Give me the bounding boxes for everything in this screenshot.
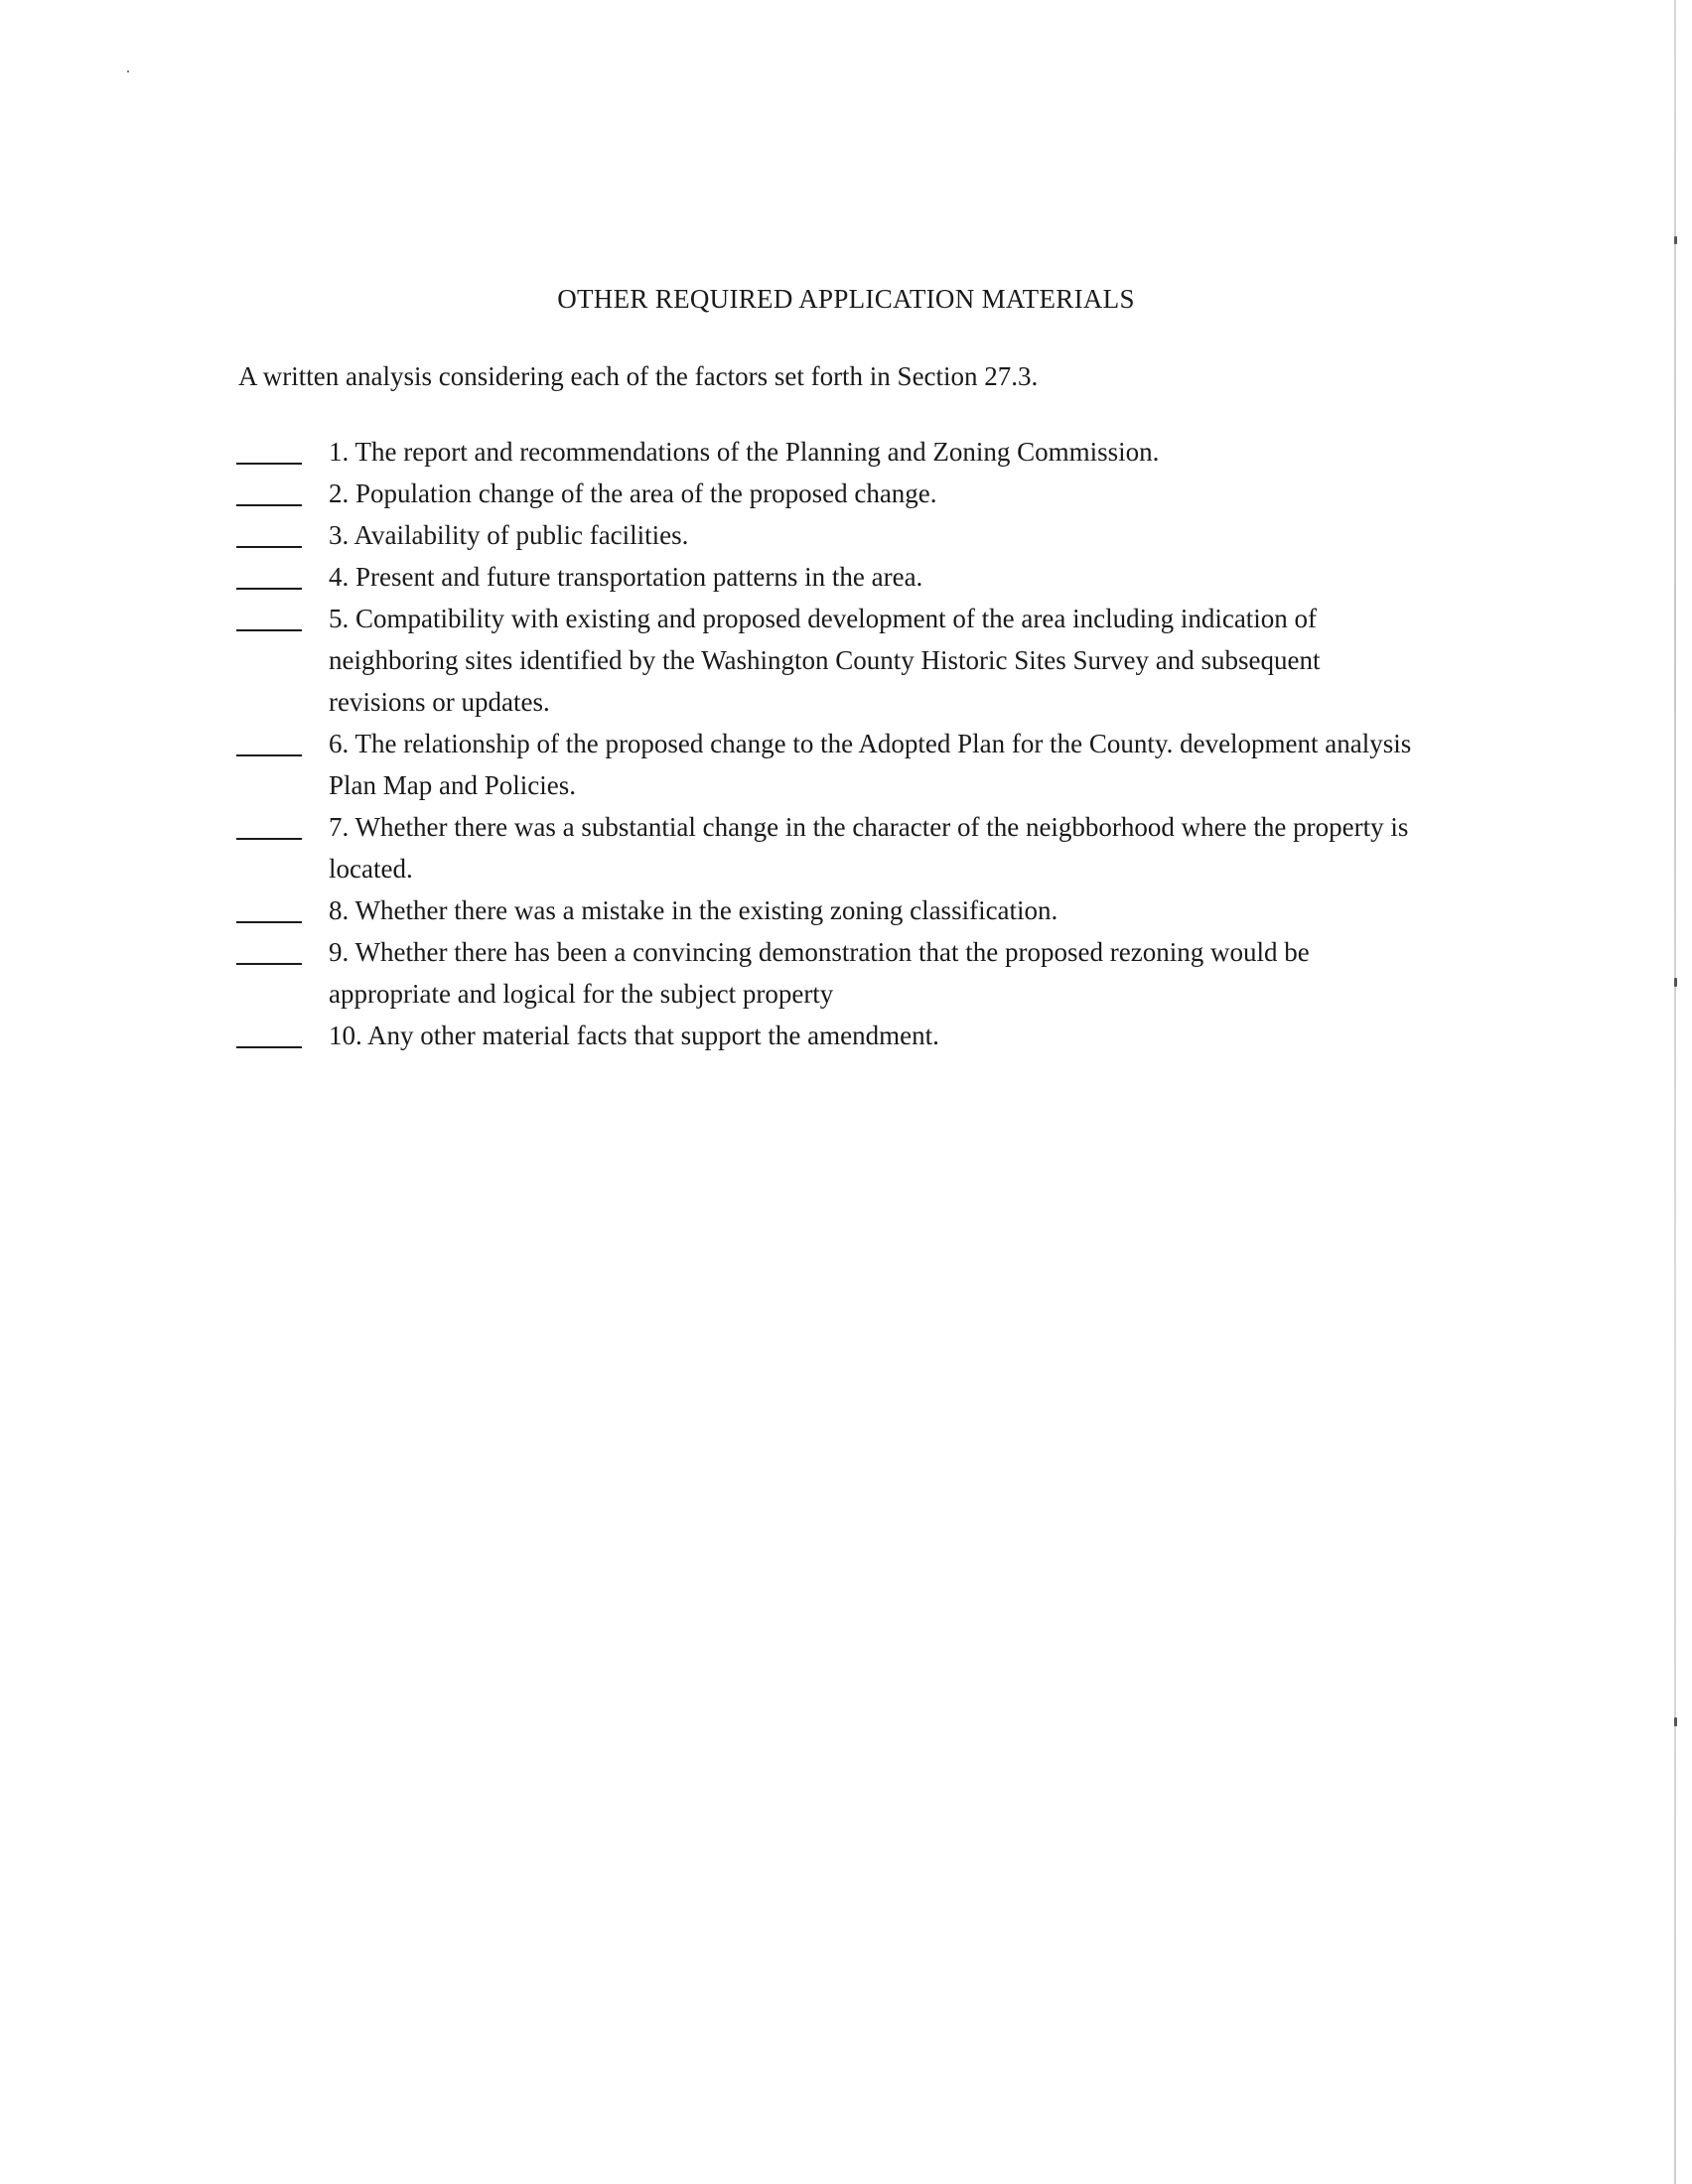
checklist-item-text: 8. Whether there was a mistake in the existing zoning classification.	[329, 895, 1058, 925]
checkbox-blank-line[interactable]	[236, 931, 304, 973]
checkbox-blank-line[interactable]	[236, 1015, 304, 1056]
checkbox-blank-line[interactable]	[236, 556, 304, 598]
checklist-item-text: 7. Whether there was a substantial change in the character of the neigbborhood where the property is located.	[329, 812, 1409, 884]
checklist-item	[236, 931, 1428, 1015]
page-title: OTHER REQUIRED APPLICATION MATERIALS	[557, 284, 1135, 314]
checklist-item	[236, 473, 1428, 514]
intro-text: A written analysis considering each of the factors set forth in Section 27.3.	[238, 361, 1039, 391]
checklist-item	[236, 431, 1428, 473]
checklist-item-text: 3. Availability of public facilities.	[329, 520, 689, 550]
checklist-item-text: 1. The report and recommendations of the Planning and Zoning Commission.	[329, 437, 1160, 467]
checklist-item-text: 5. Compatibility with existing and proposed development of the area including indication of neighboring sites identified by the Washington County Historic Sites Survey and subsequent revisions or updates.	[329, 604, 1321, 717]
checkbox-blank-line[interactable]	[236, 431, 304, 473]
checklist-item-text: 4. Present and future transportation patterns in the area.	[329, 562, 923, 592]
checkbox-blank-line[interactable]	[236, 723, 304, 764]
checkbox-blank-line[interactable]	[236, 806, 304, 848]
checklist-item	[236, 889, 1428, 931]
checkbox-blank-line[interactable]	[236, 473, 304, 514]
checklist-item	[236, 723, 1428, 806]
checklist-item	[236, 556, 1428, 598]
scan-speck	[1674, 1717, 1677, 1726]
checklist-item	[236, 598, 1428, 723]
checklist-item-text: 10. Any other material facts that support the amendment.	[329, 1021, 939, 1050]
scan-edge-line	[1674, 0, 1676, 2184]
checklist-item-text: 6. The relationship of the proposed change to the Adopted Plan for the County. development analysis Plan Map and Policies.	[329, 729, 1412, 800]
checklist-item-text: 2. Population change of the area of the proposed change.	[329, 478, 937, 508]
checklist-item	[236, 1015, 1428, 1056]
checkbox-blank-line[interactable]	[236, 514, 304, 556]
checklist-item	[236, 806, 1428, 889]
checkbox-blank-line[interactable]	[236, 598, 304, 639]
checklist-item-text: 9. Whether there has been a convincing demonstration that the proposed rezoning would be appropriate and logical for the subject property	[329, 937, 1310, 1009]
factor-checklist	[236, 431, 1428, 1056]
scan-speck	[1674, 978, 1677, 987]
scan-speck	[1674, 236, 1677, 244]
scan-speck	[127, 70, 129, 72]
checkbox-blank-line[interactable]	[236, 889, 304, 931]
checklist-item	[236, 514, 1428, 556]
